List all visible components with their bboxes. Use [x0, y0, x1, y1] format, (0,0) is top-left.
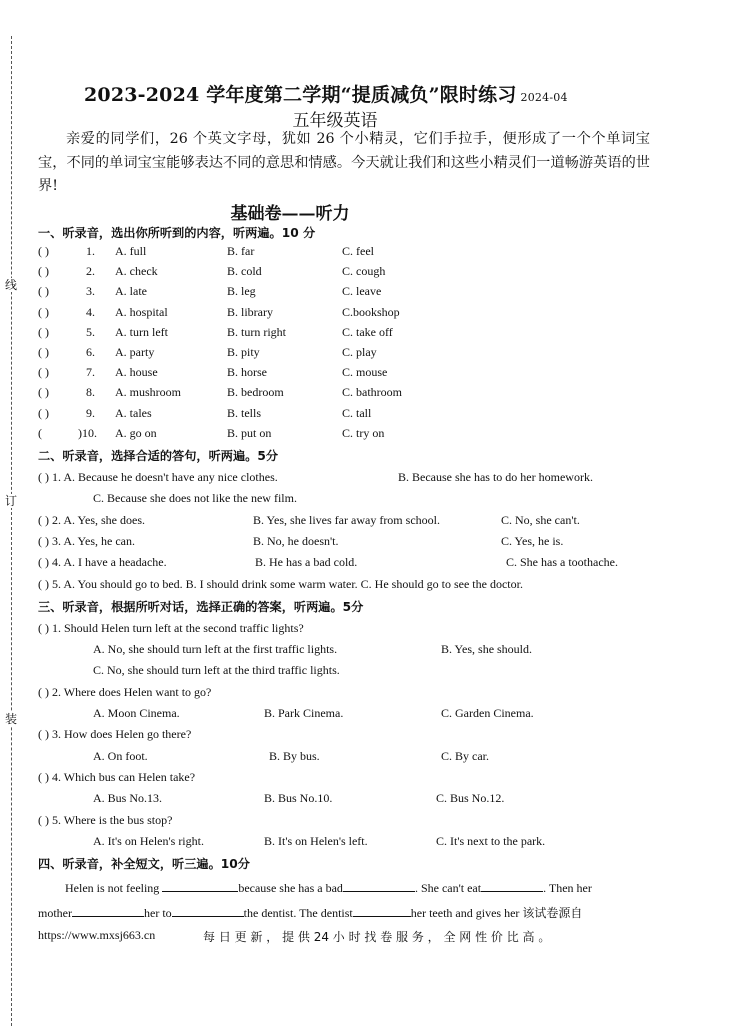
option-b: B. tells	[227, 405, 262, 420]
option-a: A. go on	[115, 425, 157, 440]
exam-title	[84, 80, 568, 107]
part2-q3-option-c: C. Yes, he is.	[501, 534, 564, 548]
option-b: B. pity	[227, 345, 260, 359]
part2-q1-option-a: ( ) 1. A. Because he doesn't have any nice clothes.	[38, 470, 278, 484]
option-a: A. tales	[115, 405, 152, 420]
option-c: C.bookshop	[342, 304, 400, 319]
part3-q3: ( ) 3. How does Helen go there?	[38, 727, 192, 741]
option-a: A. house	[115, 365, 158, 380]
option-a: A. late	[115, 284, 147, 299]
part2-heading: 二、听录音，选择合适的答句，听两遍。5分	[38, 449, 279, 463]
part2-q2-option-b: B. Yes, she lives far away from school.	[253, 513, 440, 527]
intro-paragraph: 亲爱的同学们，26 个英文字母，犹如 26 个小精灵，它们手拉手，便形成了一个个单词宝宝，不同的单词宝宝能够表达不同的意思和情感。今天就让我们和这些小精灵们一道畅游英语的世界!	[38, 131, 650, 194]
part2-q5: ( ) 5. A. You should go to bed. B. I should drink some warm water. C. He should go to see the doctor.	[38, 577, 523, 591]
part1-item	[0, 345, 700, 361]
part3-q2-option-a: A. Moon Cinema.	[93, 706, 180, 720]
part1-item	[0, 426, 700, 442]
option-c: C. try on	[342, 425, 385, 440]
item-number: 8.	[86, 385, 95, 400]
option-a: A. party	[115, 345, 155, 359]
answer-blank-4[interactable]	[72, 905, 144, 917]
item-number: 1.	[86, 244, 95, 258]
part1-item	[0, 385, 700, 401]
answer-blank-2[interactable]	[343, 880, 415, 892]
title-text: 2023-2024 学年度第二学期“提质减负”限时练习	[84, 84, 517, 106]
answer-paren[interactable]: ( )	[38, 345, 49, 359]
option-c: C. play	[342, 345, 377, 359]
binding-char-ding: 订	[4, 494, 17, 508]
item-number: 3.	[86, 284, 95, 299]
option-b: B. library	[227, 304, 273, 319]
binding-dashed-line	[11, 36, 12, 1026]
item-number: 5.	[86, 324, 95, 339]
binding-char-xian: 线	[4, 278, 17, 292]
part4-passage-line2: mother her to the dentist. The dentist her teeth and gives her 该试卷源自	[38, 906, 583, 920]
part1-item	[0, 305, 700, 321]
answer-paren[interactable]: ( )	[38, 405, 49, 420]
part2-q4-option-a: ( ) 4. A. I have a headache.	[38, 555, 167, 569]
part3-q3-option-b: B. By bus.	[269, 749, 320, 763]
option-c: C. mouse	[342, 365, 388, 380]
answer-paren[interactable]: ( )	[38, 385, 49, 400]
part4-passage-line1: Helen is not feeling because she has a bad . She can't eat . Then her	[65, 881, 592, 895]
part2-q4-option-c: C. She has a toothache.	[506, 555, 618, 569]
answer-paren[interactable]: ( )	[38, 284, 49, 299]
answer-paren[interactable]: (	[38, 425, 42, 440]
part1-item	[0, 264, 700, 280]
part2-q4-option-b: B. He has a bad cold.	[255, 555, 358, 569]
item-number: 4.	[86, 304, 95, 319]
part1-item	[0, 244, 700, 260]
part1-item	[0, 406, 700, 422]
part3-q3-option-a: A. On foot.	[93, 749, 148, 763]
option-b: B. put on	[227, 425, 272, 440]
part3-q2: ( ) 2. Where does Helen want to go?	[38, 685, 212, 699]
option-b: B. leg	[227, 284, 256, 299]
option-b: B. cold	[227, 264, 262, 279]
section-title: 基础卷——听力	[230, 204, 350, 224]
part3-q1: ( ) 1. Should Helen turn left at the second traffic lights?	[38, 621, 304, 635]
answer-blank-5[interactable]	[172, 905, 244, 917]
option-c: C. take off	[342, 324, 393, 339]
part3-q2-option-b: B. Park Cinema.	[264, 706, 344, 720]
option-c: C. tall	[342, 405, 372, 420]
part3-q1-option-a: A. No, she should turn left at the first traffic lights.	[93, 642, 338, 656]
part3-q5-option-b: B. It's on Helen's left.	[264, 834, 368, 848]
option-c: C. bathroom	[342, 385, 402, 400]
option-a: A. check	[115, 264, 158, 279]
option-a: A. mushroom	[115, 385, 181, 400]
answer-paren[interactable]: ( )	[38, 244, 49, 258]
part2-q2-option-c: C. No, she can't.	[501, 513, 580, 527]
part1-heading: 一、听录音，选出你所听到的内容，听两遍。10 分	[38, 226, 316, 240]
part2-q1-option-c: C. Because she does not like the new film.	[93, 491, 297, 505]
footer-notice: 每 日 更 新 ， 提 供 24 小 时 找 卷 服 务 ， 全 网 性 价 比 高 。	[203, 930, 551, 944]
option-b: B. turn right	[227, 324, 286, 339]
part3-q1-option-c: C. No, she should turn left at the third traffic lights.	[93, 663, 340, 677]
part1-item	[0, 365, 700, 381]
part3-q3-option-c: C. By car.	[441, 749, 489, 763]
part3-q4: ( ) 4. Which bus can Helen take?	[38, 770, 196, 784]
part3-heading: 三、听录音，根据所听对话，选择正确的答案，听两遍。5分	[38, 600, 364, 614]
part2-q1-option-b: B. Because she has to do her homework.	[398, 470, 593, 484]
answer-paren[interactable]: ( )	[38, 264, 49, 279]
option-c: C. leave	[342, 284, 382, 299]
option-c: C. cough	[342, 264, 386, 279]
exam-subtitle: 五年级英语	[292, 111, 378, 131]
part3-q5: ( ) 5. Where is the bus stop?	[38, 813, 173, 827]
option-c: C. feel	[342, 244, 374, 258]
part3-q5-option-c: C. It's next to the park.	[436, 834, 546, 848]
exam-date: 2024-04	[520, 91, 568, 104]
answer-paren[interactable]: ( )	[38, 324, 49, 339]
answer-blank-3[interactable]	[481, 880, 543, 892]
option-b: B. bedroom	[227, 385, 284, 400]
part3-q4-option-b: B. Bus No.10.	[264, 791, 333, 805]
option-b: B. horse	[227, 365, 267, 380]
option-a: A. hospital	[115, 304, 168, 319]
option-b: B. far	[227, 244, 255, 258]
part2-q3-option-b: B. No, he doesn't.	[253, 534, 339, 548]
part1-item	[0, 325, 700, 341]
part3-q4-option-c: C. Bus No.12.	[436, 791, 505, 805]
answer-paren[interactable]: ( )	[38, 365, 49, 380]
option-a: A. turn left	[115, 324, 168, 339]
part2-q3-option-a: ( ) 3. A. Yes, he can.	[38, 534, 135, 548]
answer-blank-1[interactable]	[162, 880, 238, 892]
footer-url: https://www.mxsj663.cn	[38, 928, 156, 942]
item-number: 2.	[86, 264, 95, 279]
item-number: 6.	[86, 345, 95, 359]
item-number: 7.	[86, 365, 95, 380]
option-a: A. full	[115, 244, 147, 258]
item-number: 9.	[86, 405, 95, 420]
part2-q2-option-a: ( ) 2. A. Yes, she does.	[38, 513, 146, 527]
binding-char-zhuang: 装	[4, 712, 17, 726]
answer-blank-6[interactable]	[353, 905, 411, 917]
part1-item	[0, 284, 700, 300]
answer-paren[interactable]: ( )	[38, 304, 49, 319]
part4-heading: 四、听录音，补全短文，听三遍。10分	[38, 857, 250, 871]
part3-q2-option-c: C. Garden Cinema.	[441, 706, 534, 720]
part3-q4-option-a: A. Bus No.13.	[93, 791, 163, 805]
item-number: )10.	[78, 425, 97, 440]
part3-q1-option-b: B. Yes, she should.	[441, 642, 533, 656]
part3-q5-option-a: A. It's on Helen's right.	[93, 834, 204, 848]
